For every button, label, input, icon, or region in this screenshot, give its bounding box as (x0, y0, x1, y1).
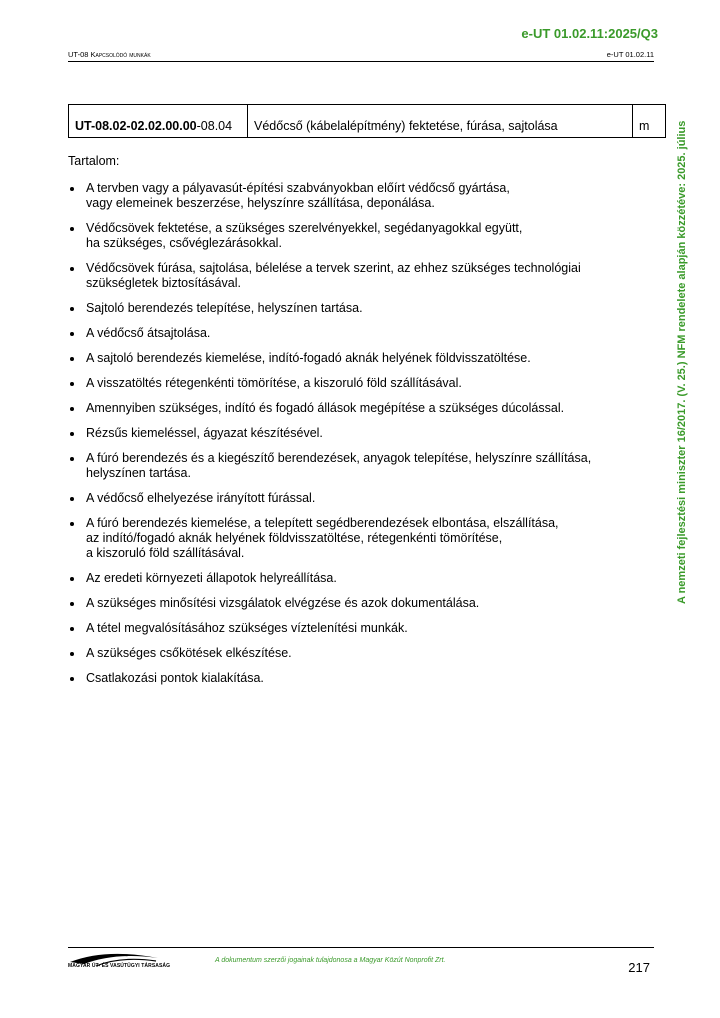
bullet-item: A fúró berendezés és a kiegészítő berendezések, anyagok telepítése, helyszínre szállítása, helyszínen tartása. (68, 451, 648, 481)
bullet-item: Amennyiben szükséges, indító és fogadó állások megépítése a szükséges dúcolással. (68, 401, 648, 416)
bullet-list (68, 181, 648, 686)
bullet-item: A tervben vagy a pályavasút-építési szabványokban előírt védőcső gyártása, vagy elemeinek beszerzése, helyszínre szállítása, deponálása. (68, 181, 648, 211)
bullet-item: A visszatöltés rétegenkénti tömörítése, a kiszoruló föld szállításával. (68, 376, 648, 391)
item-row (69, 105, 666, 138)
bullet-item: A szükséges csőkötések elkészítése. (68, 646, 648, 661)
content-heading: Tartalom: (68, 154, 120, 168)
bullet-item: Rézsűs kiemeléssel, ágyazat készítésével. (68, 426, 648, 441)
bullet-item: Az eredeti környezeti állapotok helyreállítása. (68, 571, 648, 586)
footer-divider (68, 947, 654, 948)
document-code: e-UT 01.02.11:2025/Q3 (521, 26, 658, 41)
item-title: Védőcső (kábelalépítmény) fektetése, fúrása, sajtolása (248, 105, 633, 138)
bullet-item: Csatlakozási pontok kialakítása. (68, 671, 648, 686)
bullet-item: A sajtoló berendezés kiemelése, indító-fogadó aknák helyének földvisszatöltése. (68, 351, 648, 366)
item-unit: m (633, 105, 666, 138)
bullet-item: A szükséges minősítési vizsgálatok elvégzése és azok dokumentálása. (68, 596, 648, 611)
item-table (68, 104, 666, 138)
item-code-bold: UT-08.02-02.02.00.00 (75, 119, 197, 133)
running-header (68, 50, 654, 62)
content-section (68, 154, 648, 696)
bullet-item: Védőcsövek fúrása, sajtolása, bélelése a tervek szerint, az ehhez szükséges technológiai szükségletek biztosításával. (68, 261, 648, 291)
page-number: 217 (628, 960, 650, 975)
bullet-item: A tétel megvalósításához szükséges víztelenítési munkák. (68, 621, 648, 636)
bullet-item: Védőcsövek fektetése, a szükséges szerelvényekkel, segédanyagokkal együtt, ha szükséges, csővéglezárásokkal. (68, 221, 648, 251)
bullet-item: A védőcső elhelyezése irányított fúrással. (68, 491, 648, 506)
bullet-item: A fúró berendezés kiemelése, a telepített segédberendezések elbontása, elszállítása, az indító/fogadó aknák helyének földvisszatöltése, rétegenkénti tömörítése, a kiszoruló föld szállításával. (68, 516, 648, 561)
copyright-note: A dokumentum szerzői jogainak tulajdonosa a Magyar Közút Nonprofit Zrt. (215, 957, 446, 964)
bullet-item: A védőcső átsajtolása. (68, 326, 648, 341)
header-code: e-UT 01.02.11 (606, 50, 654, 59)
item-code-suffix: -08.04 (196, 119, 233, 133)
item-code-cell (69, 105, 248, 138)
association-logo-text: MAGYAR ÚT- ÉS VASÚTÜGYI TÁRSASÁG (68, 963, 171, 969)
chapter-title: UT-08 Kapcsolódó munkák (68, 50, 151, 59)
publication-note: A nemzeti fejlesztési miniszter 16/2017. (V. 25.) NFM rendelete alapján közzétéve: 2025. július (676, 120, 688, 604)
bullet-item: Sajtoló berendezés telepítése, helyszínen tartása. (68, 301, 648, 316)
